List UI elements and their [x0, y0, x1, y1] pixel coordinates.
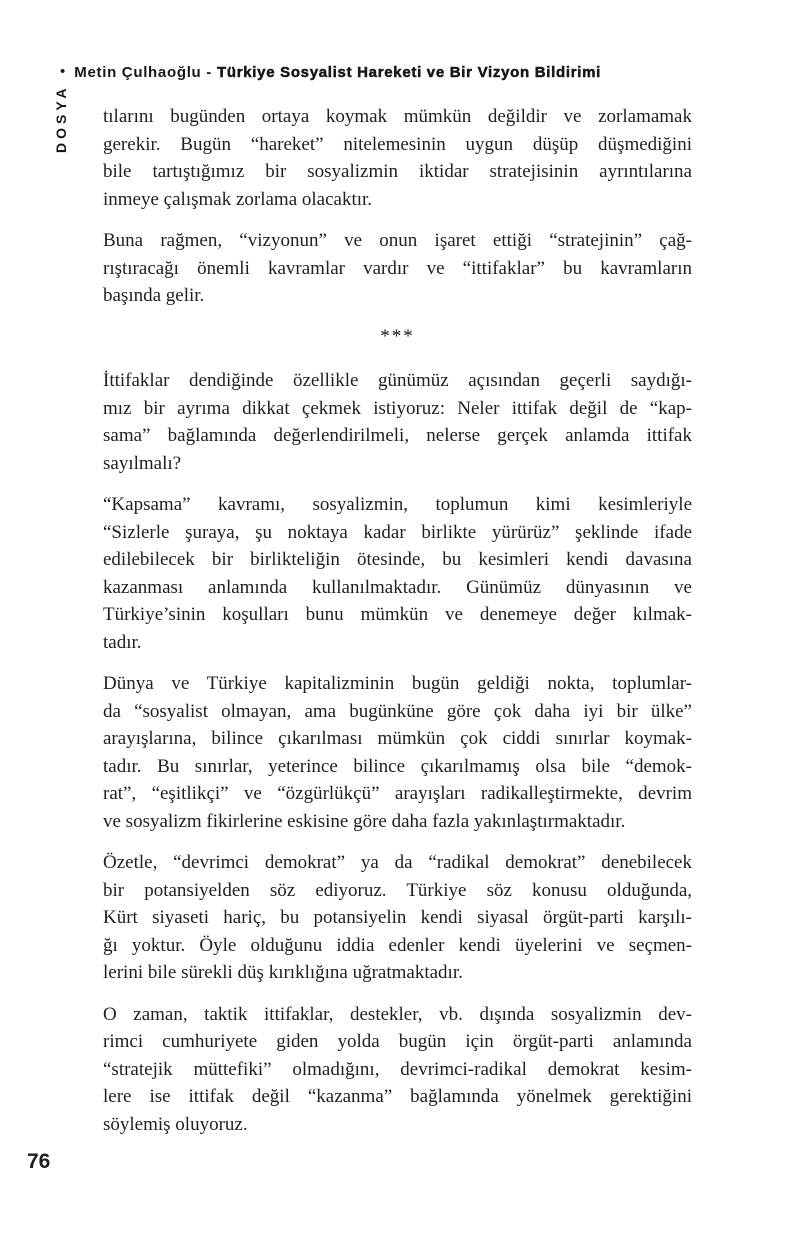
text-line: mız bir ayrıma dikkat çekmek istiyoruz: Neler ittifak değil de “kap-	[103, 397, 692, 419]
text-line: O zaman, taktik ittifaklar, destekler, vb. dışında sosyalizmin dev-	[103, 1003, 692, 1025]
page-number: 76	[27, 1150, 51, 1173]
paragraph-5	[103, 670, 692, 835]
paragraph-2	[103, 227, 692, 310]
text-line: söylemiş oluyoruz.	[103, 1113, 248, 1135]
text-line: bile tartıştığımız bir sosyalizmin iktidar stratejisinin ayrıntılarına	[103, 161, 692, 182]
text-line: başında gelir.	[103, 285, 205, 306]
sidebar-label-dosya: DOSYA	[53, 84, 69, 153]
text-line: sama” bağlamında değerlendirilmeli, nelerse gerçek anlamda ittifak	[103, 425, 692, 446]
text-line: gerekir. Bugün “hareket” nitelemesinin uygun düşüp düşmediğini	[103, 133, 692, 155]
running-header	[60, 64, 601, 81]
article-body	[103, 103, 692, 1138]
text-line: ve sosyalizm fikirlerine eskisine göre daha fazla yakınlaştırmaktadır.	[103, 810, 626, 832]
text-line: Türkiye’sinin koşulları bunu mümkün ve denemeye değer kılmak-	[103, 604, 692, 625]
text-line: edilebilecek bir birlikteliğin ötesinde, bu kesimleri kendi davasına	[103, 549, 692, 570]
text-line: Kürt siyaseti hariç, bu potansiyelin kendi siyasal örgüt-parti karşılı-	[103, 907, 692, 928]
text-line: “stratejik müttefiki” olmadığını, devrimci-radikal demokrat kesim-	[103, 1058, 692, 1080]
text-line: rimci cumhuriyete giden yolda bugün için örgüt-parti anlamında	[103, 1031, 692, 1052]
text-line: tadır. Bu sınırlar, yeterince bilince çıkarılmamış olsa bile “demok-	[103, 755, 692, 777]
header-chapter-title: Türkiye Sosyalist Hareketi ve Bir Vizyon Bildirimi	[216, 64, 602, 81]
text-line: “Kapsama” kavramı, sosyalizmin, toplumun kimi kesimleriyle	[103, 494, 692, 515]
text-line: inmeye çalışmak zorlama olacaktır.	[103, 188, 373, 210]
text-line: Dünya ve Türkiye kapitalizminin bugün geldiği nokta, toplumlar-	[103, 673, 692, 694]
text-line: tadır.	[103, 631, 142, 653]
text-line: lere ise ittifak değil “kazanma” bağlamında yönelmek gerektiğini	[103, 1086, 692, 1107]
text-line: arayışlarına, bilince çıkarılması mümkün çok ciddi sınırlar koymak-	[103, 728, 692, 749]
text-line: bir potansiyelden söz ediyoruz. Türkiye söz konusu olduğunda,	[103, 879, 692, 901]
header-author: Metin Çulhaoğlu -	[74, 64, 212, 81]
paragraph-1	[103, 103, 692, 213]
text-line: Buna rağmen, “vizyonun” ve onun işaret ettiği “stratejinin” çağ-	[103, 230, 692, 251]
bullet-icon: •	[60, 63, 66, 80]
text-line: sayılmalı?	[103, 452, 182, 474]
text-line: ğı yoktur. Öyle olduğunu iddia edenler kendi üyelerini ve seçmen-	[103, 934, 692, 956]
text-line: kazanması anlamında kullanılmaktadır. Günümüz dünyasının ve	[103, 576, 692, 598]
paragraph-3	[103, 367, 692, 477]
text-line: İttifaklar dendiğinde özellikle günümüz açısından geçerli saydığı-	[103, 370, 692, 391]
paragraph-6	[103, 849, 692, 987]
paragraph-7	[103, 1001, 692, 1139]
text-line: rıştıracağı önemli kavramlar vardır ve “ittifaklar” bu kavramların	[103, 257, 692, 279]
text-line: da “sosyalist olmayan, ama bugünküne göre çok daha iyi bir ülke”	[103, 700, 692, 722]
text-line: Özetle, “devrimci demokrat” ya da “radikal demokrat” denebilecek	[103, 852, 692, 873]
text-line: lerini bile sürekli düş kırıklığına uğratmaktadır.	[103, 962, 463, 983]
section-separator: ***	[380, 325, 415, 347]
text-line: rat”, “eşitlikçi” ve “özgürlükçü” arayışları radikalleştirmekte, devrim	[103, 783, 692, 804]
paragraph-4	[103, 491, 692, 656]
text-line: tılarını bugünden ortaya koymak mümkün değildir ve zorlamamak	[103, 106, 692, 127]
text-line: “Sizlerle şuraya, şu noktaya kadar birlikte yürürüz” şeklinde ifade	[103, 521, 692, 543]
